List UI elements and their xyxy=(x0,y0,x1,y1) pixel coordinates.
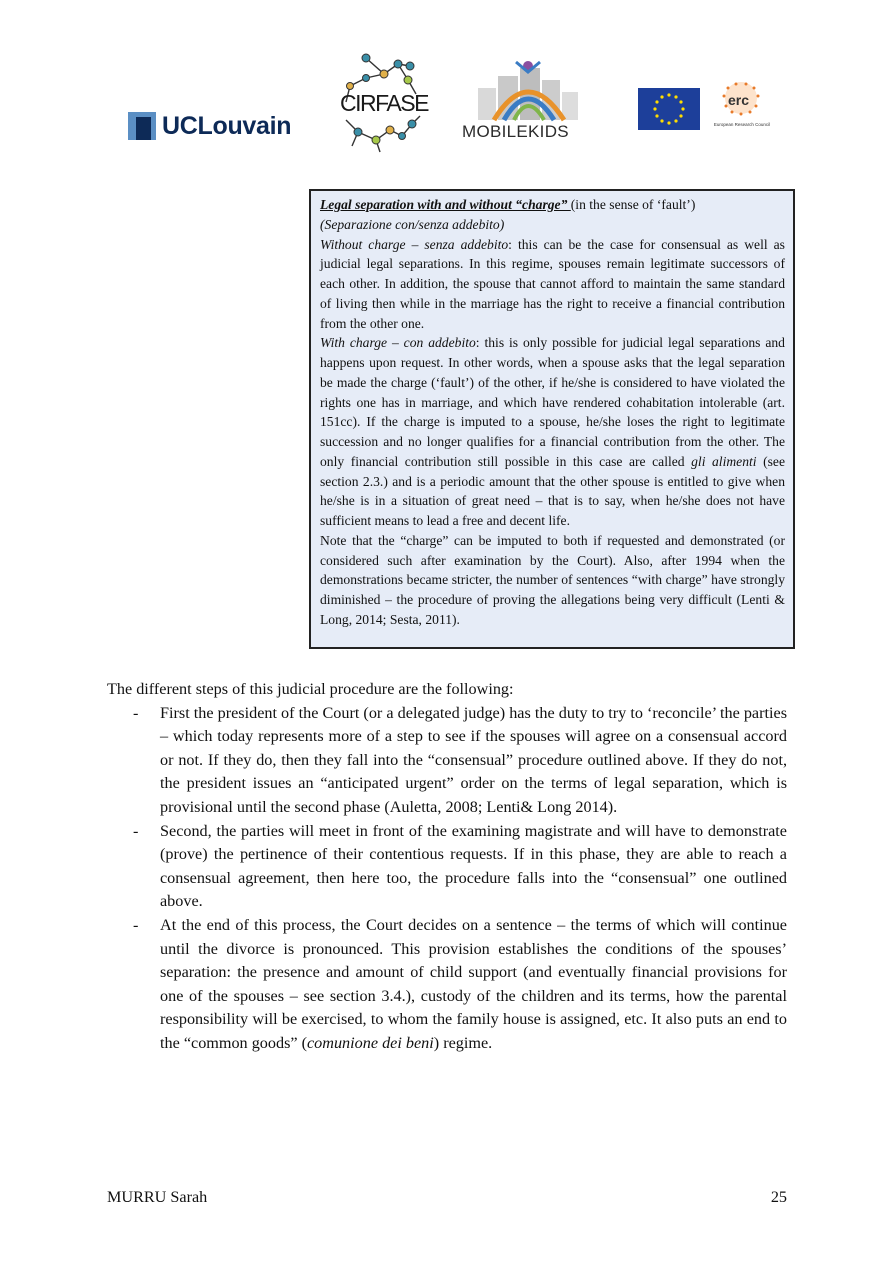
erc-subtitle: European Research Council xyxy=(713,122,771,127)
mobilekids-logo xyxy=(458,58,598,144)
definition-heading-rest: (in the sense of ‘fault’) xyxy=(570,197,696,212)
definition-heading-title: Legal separation with and without “charge” xyxy=(320,197,571,212)
mobilekids-building-icon xyxy=(458,58,598,122)
with-charge-text-1: : this is only possible for judicial legal separations and happens upon request. In other words, when a spouse asks that the legal separation be made the charge (‘fault’) of the other, if he/she is considered to have violated the rights one has in marriage, and which have rendered cohabitation intolerable (art. 151cc). If the charge is imputed to a spouse, he/she loses the right to legitimate succession and no longer qualifies for a financial contribution from the other. The only financial contribution still possible in this case are called xyxy=(320,335,785,469)
list-item xyxy=(107,702,787,820)
list-item xyxy=(107,820,787,914)
page-number: 25 xyxy=(770,1188,787,1206)
definition-italian xyxy=(320,215,785,235)
definition-note: Note that the “charge” can be imputed to both if requested and demonstrated (or considered such after examination by the Court). Also, after 1994 when the demonstrations became stricter, the number of sentences “with charge” have strongly diminished – the procedure of proving the allegations being very difficult (Lenti & Long, 2014; Sesta, 2011). xyxy=(320,532,785,627)
list-dash: - xyxy=(133,821,139,840)
footer-author: MURRU Sarah xyxy=(107,1188,208,1206)
page-footer xyxy=(107,1188,787,1207)
step-1-text: First the president of the Court (or a delegated judge) has the duty to try to ‘reconcile’ the parties – which today represents more of a step to see if the spouses will agree on a consensual accord or not. If they do, then they fall into the “consensual” procedure outlined above. If they do not, the president issues an “anticipated urgent” order on the terms of legal separation, which is provisional until the second phase (Auletta, 2008; Lenti& Long 2014). xyxy=(160,703,787,816)
list-item xyxy=(107,914,787,1056)
with-charge-text-2: (see section 2.3.) and is a periodic amount that the other spouse is entitled to give when he/she is in a situation of great need – that is to say, when he/she does not have sufficient means to lead a free and decent life. xyxy=(320,453,785,528)
list-dash: - xyxy=(133,915,139,934)
step-3-text-b: ) regime. xyxy=(433,1033,493,1052)
steps-intro: The different steps of this judicial procedure are the following: xyxy=(107,680,514,698)
erc-wordmark: erc xyxy=(728,92,750,108)
step-3-text-a: At the end of this process, the Court decides on a sentence – the terms of which will continue until the divorce is pronounced. This provision establishes the conditions of the spouses’ separation: the presence and amount of child support (and eventually financial provisions for one of the spouses – see section 3.4.), custody of the children and its terms, how the parental responsibility will be exercised, to whom the family house is assigned, etc. It also puts an end to the “common goods” ( xyxy=(160,915,787,1052)
uclouvain-wordmark: UCLouvain xyxy=(162,111,292,140)
without-charge-text: : this can be the case for consensual as well as judicial legal separations. In this regime, spouses remain legitimate successors of each other. In addition, the spouse that cannot afford to maintain the same standard of living then while in the marriage has the right to receive a financial contribution from the other one. xyxy=(320,236,785,331)
definition-with-charge xyxy=(320,333,785,531)
definition-box xyxy=(309,189,795,649)
gli-alimenti-term: gli alimenti xyxy=(691,453,757,469)
eu-flag-icon xyxy=(638,88,700,130)
main-text xyxy=(107,678,787,1056)
uclouvain-logo xyxy=(128,111,291,141)
with-charge-label: With charge – con addebito xyxy=(320,335,476,351)
list-dash: - xyxy=(133,703,139,722)
step-2-text: Second, the parties will meet in front of the examining magistrate and will have to demonstrate (prove) the pertinence of their contentious requests. If in this phase, they are able to reach a consensual agreement, then here too, the procedure falls into the “consensual” one outlined above. xyxy=(160,821,787,911)
definition-without-charge xyxy=(320,235,785,334)
uclouvain-mark-icon xyxy=(128,112,156,140)
steps-list xyxy=(107,702,787,1056)
definition-italian-text: (Separazione con/senza addebito) xyxy=(320,216,505,232)
cirfase-logo xyxy=(336,50,432,154)
erc-logo xyxy=(706,80,776,136)
comunione-term: comunione dei beni xyxy=(307,1033,434,1052)
header-logos xyxy=(0,0,892,170)
definition-heading xyxy=(320,195,785,215)
cirfase-wordmark: CIRFASE xyxy=(340,90,428,116)
mobilekids-wordmark: MOBILEKIDS xyxy=(462,122,569,141)
without-charge-label: Without charge – senza addebito xyxy=(320,236,509,252)
